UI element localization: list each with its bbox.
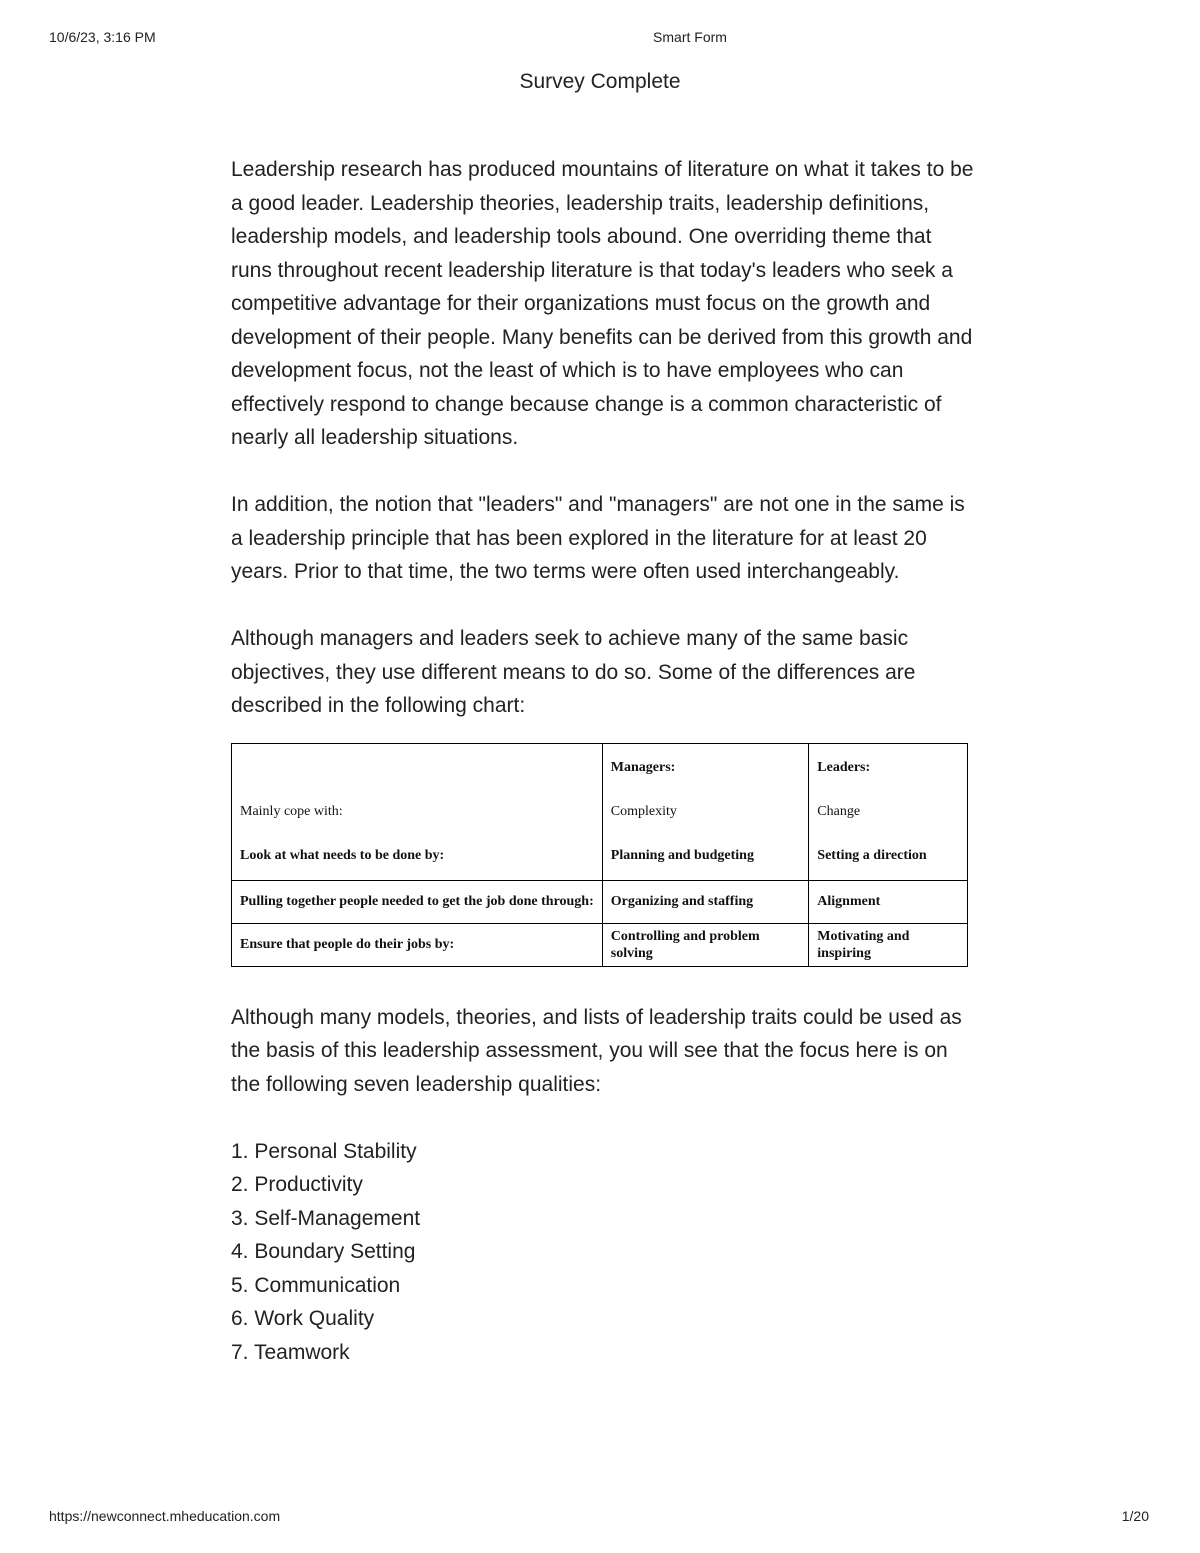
print-page-title: Smart Form — [653, 29, 727, 45]
qualities-intro-paragraph: Although many models, theories, and lists of leadership traits could be used as the basis of this leadership assessment, you will see that the focus here is on the following seven leadership qualities: — [231, 1005, 962, 1096]
table-cell-value: Setting a direction — [817, 847, 927, 863]
survey-content — [231, 153, 976, 1369]
table-cell — [809, 743, 968, 880]
print-url: https://newconnect.mheducation.com — [49, 1508, 281, 1524]
print-datetime: 10/6/23, 3:16 PM — [49, 29, 156, 45]
list-item: 1. Personal Stability — [231, 1139, 417, 1163]
table-cell-value: Planning and budgeting — [610, 847, 754, 863]
table-cell-value: Motivating and inspiring — [809, 923, 968, 966]
print-page-number: 1/20 — [1121, 1508, 1149, 1524]
table-row-label: Ensure that people do their jobs by: — [232, 923, 603, 966]
managers-vs-leaders-table — [231, 743, 968, 967]
table-cell-value: Alignment — [809, 880, 968, 923]
managers-leaders-paragraph: In addition, the notion that "leaders" and "managers" are not one in the same is a leadership principle that has been explored in the literature for at least 20 years. Prior to that time, the two terms were often used interchangeably. — [231, 493, 965, 583]
list-item: 4. Boundary Setting — [231, 1240, 416, 1263]
list-item: 7. Teamwork — [231, 1340, 350, 1364]
list-item: 6. Work Quality — [231, 1307, 375, 1330]
list-item: 2. Productivity — [231, 1173, 363, 1196]
table-cell-value: Controlling and problem solving — [602, 923, 809, 966]
list-item: 5. Communication — [231, 1273, 401, 1297]
table-cell — [602, 743, 809, 880]
managers-header: Managers: — [610, 759, 676, 775]
table-row-label: Pulling together people needed to get the job done through: — [232, 880, 603, 923]
table-row-label: Look at what needs to be done by: — [240, 847, 445, 863]
table-row — [232, 880, 968, 923]
chart-intro-paragraph: Although managers and leaders seek to achieve many of the same basic objectives, they use different means to do so. Some of the differences are described in the following chart: — [231, 627, 916, 717]
table-row — [232, 923, 968, 966]
table-cell-value: Organizing and staffing — [602, 880, 809, 923]
leaders-header: Leaders: — [817, 759, 871, 775]
table-cell — [232, 743, 603, 880]
leadership-qualities-list — [231, 1135, 976, 1370]
intro-paragraph: Leadership research has produced mountains of literature on what it takes to be a good leader. Leadership theories, leadership traits, leadership definitions, leadership models, and leadership tools abound. One overriding theme that runs throughout recent leadership literature is that today's leaders who seek a competitive advantage for their organizations must focus on the growth and development of their people. Many benefits can be derived from this growth and development focus, not the least of which is to have employees who can effectively respond to change because change is a common characteristic of nearly all leadership situations. — [231, 158, 974, 449]
table-cell-value: Complexity — [610, 803, 677, 819]
table-cell-value: Change — [817, 803, 861, 819]
list-item: 3. Self-Management — [231, 1206, 421, 1230]
table-header-empty — [240, 746, 594, 790]
survey-title: Survey Complete — [519, 70, 681, 93]
table-row — [232, 743, 968, 880]
table-row-label: Mainly cope with: — [240, 803, 343, 819]
